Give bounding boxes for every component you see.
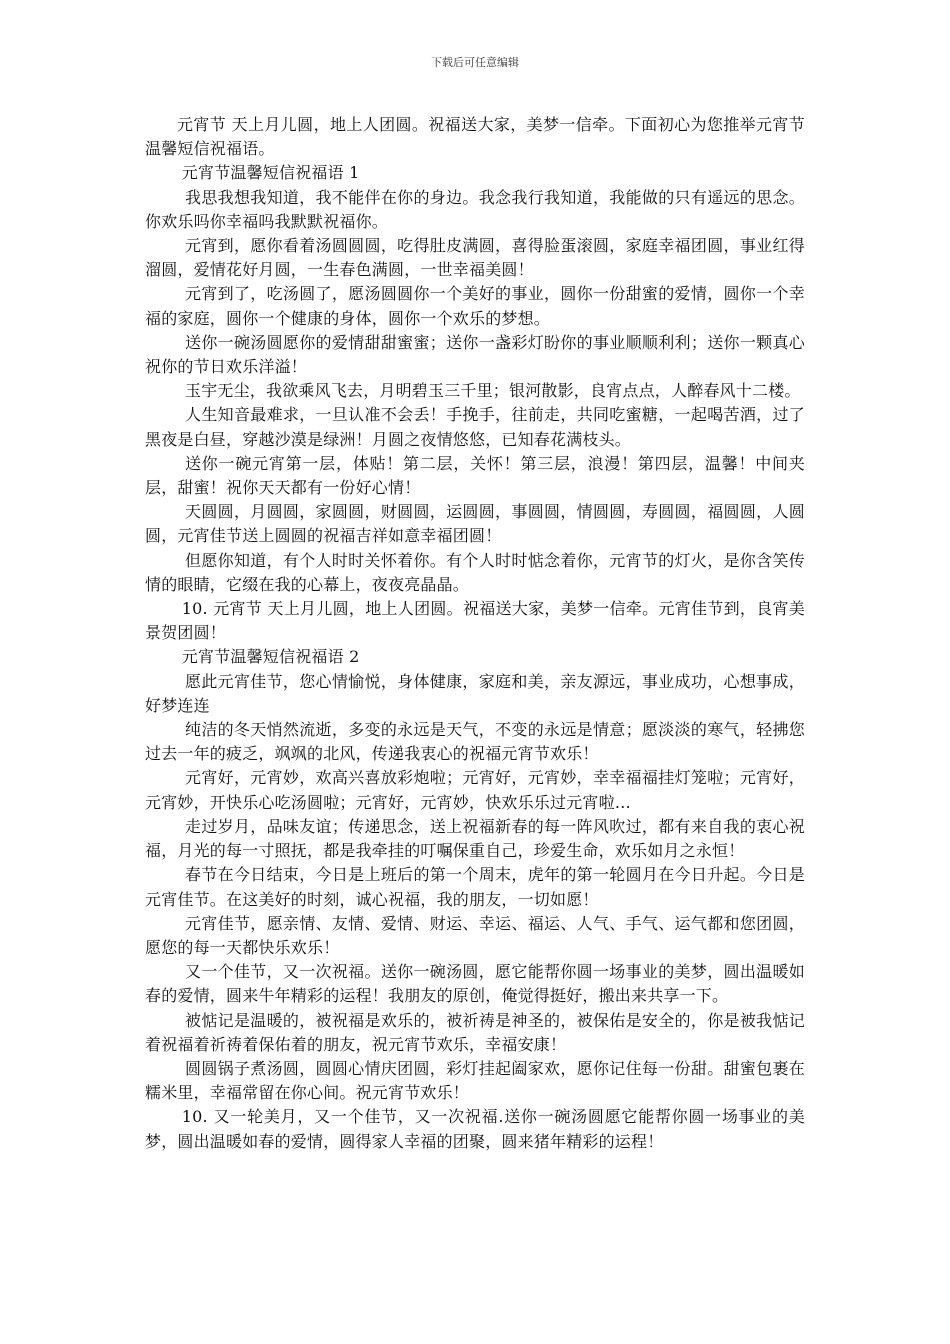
- paragraph: 天圆圆，月圆圆，家圆圆，财圆圆，运圆圆，事圆圆，情圆圆，寿圆圆，福圆圆，人圆圆，元宵佳节送上圆圆的祝福吉祥如意幸福团圆！: [145, 502, 805, 546]
- paragraph: 元宵到，愿你看着汤圆圆圆，吃得肚皮满圆，喜得脸蛋滚圆，家庭幸福团圆，事业红得溜圆，爱情花好月圆，一生春色满圆，一世幸福美圆！: [145, 236, 805, 280]
- paragraph: 我思我想我知道，我不能伴在你的身边。我念我行我知道，我能做的只有遥远的思念。你欢乐吗你幸福吗我默默祝福你。: [145, 187, 805, 231]
- numbered-paragraph: 10. 元宵节 天上月儿圆，地上人团圆。祝福送大家，美梦一信牵。元宵佳节到，良宵美景贺团圆！: [145, 599, 805, 643]
- paragraph: 送你一碗汤圆愿你的爱情甜甜蜜蜜；送你一盏彩灯盼你的事业顺顺利利；送你一颗真心祝你的节日欢乐洋溢！: [145, 332, 805, 377]
- paragraph: 玉宇无尘，我欲乘风飞去，月明碧玉三千里；银河散影，良宵点点，人醉春风十二楼。: [185, 381, 801, 401]
- paragraph: 圆圆锅子煮汤圆，圆圆心情庆团圆，彩灯挂起阖家欢，愿你记住每一份甜。甜蜜包裹在糯米里，幸福常留在你心间。祝元宵节欢乐！: [145, 1058, 805, 1103]
- intro-paragraph: 元宵节 天上月儿圆，地上人团圆。祝福送大家，美梦一信牵。下面初心为您推举元宵节温馨短信祝福语。: [145, 115, 805, 159]
- paragraph: 但愿你知道，有个人时时关怀着你。有个人时时惦念着你，元宵节的灯火，是你含笑传情的眼睛，它缀在我的心幕上，夜夜亮晶晶。: [145, 550, 805, 594]
- section-heading-1: 元宵节温馨短信祝福语 1: [181, 163, 360, 183]
- paragraph: 送你一碗元宵第一层，体贴！第二层，关怀！第三层，浪漫！第四层，温馨！中间夹层，甜蜜！祝你天天都有一份好心情！: [145, 453, 805, 498]
- numbered-paragraph: 10. 又一轮美月，又一个佳节，又一次祝福.送你一碗汤圆愿它能帮你圆一场事业的美梦，圆出温暖如春的爱情，圆得家人幸福的团聚，圆来猪年精彩的运程！: [145, 1107, 805, 1151]
- page-header: 下载后可任意编辑: [431, 56, 519, 69]
- paragraph: 元宵佳节，愿亲情、友情、爱情、财运、幸运、福运、人气、手气、运气都和您团圆，愿您的每一天都快乐欢乐！: [145, 913, 805, 957]
- paragraph: 走过岁月，品味友谊；传递思念，送上祝福新春的每一阵风吹过，都有来自我的衷心祝福，月光的每一寸照抚，都是我牵挂的叮嘱保重自己，珍爱生命，欢乐如月之永恒！: [145, 816, 805, 861]
- paragraph: 春节在今日结束，今日是上班后的第一个周末，虎年的第一轮圆月在今日升起。今日是元宵佳节。在这美好的时刻，诚心祝福，我的朋友，一切如愿！: [145, 865, 805, 909]
- document-body: [145, 113, 805, 1154]
- paragraph: 愿此元宵佳节，您心情愉悦，身体健康，家庭和美，亲友源远，事业成功，心想事成，好梦连连: [145, 671, 805, 715]
- paragraph: 被惦记是温暖的，被祝福是欢乐的，被祈祷是神圣的，被保佑是安全的，你是被我惦记着祝福着祈祷着保佑着的朋友，祝元宵节欢乐，幸福安康！: [145, 1010, 805, 1054]
- paragraph: 元宵到了，吃汤圆了，愿汤圆圆你一个美好的事业，圆你一份甜蜜的爱情，圆你一个幸福的家庭，圆你一个健康的身体，圆你一个欢乐的梦想。: [145, 284, 805, 328]
- paragraph: 又一个佳节，又一次祝福。送你一碗汤圆，愿它能帮你圆一场事业的美梦，圆出温暖如春的爱情，圆来牛年精彩的运程！我朋友的原创，俺觉得挺好，搬出来共享一下。: [145, 962, 805, 1006]
- paragraph: 人生知音最难求，一旦认准不会丢！手挽手，往前走，共同吃蜜糖，一起喝苦酒，过了黑夜是白昼，穿越沙漠是绿洲！月圆之夜情悠悠，已知春花满枝头。: [145, 405, 805, 449]
- paragraph: 纯洁的冬天悄然流逝，多变的永远是天气，不变的永远是情意；愿淡淡的寒气，轻拂您过去一年的疲乏，飒飒的北风，传递我衷心的祝福元宵节欢乐！: [145, 720, 805, 764]
- paragraph: 元宵好，元宵妙，欢高兴喜放彩炮啦；元宵好，元宵妙，幸幸福福挂灯笼啦；元宵好，元宵妙，开快乐心吃汤圆啦；元宵好，元宵妙，快欢乐乐过元宵啦…: [145, 768, 805, 812]
- section-heading-2: 元宵节温馨短信祝福语 2: [181, 647, 360, 667]
